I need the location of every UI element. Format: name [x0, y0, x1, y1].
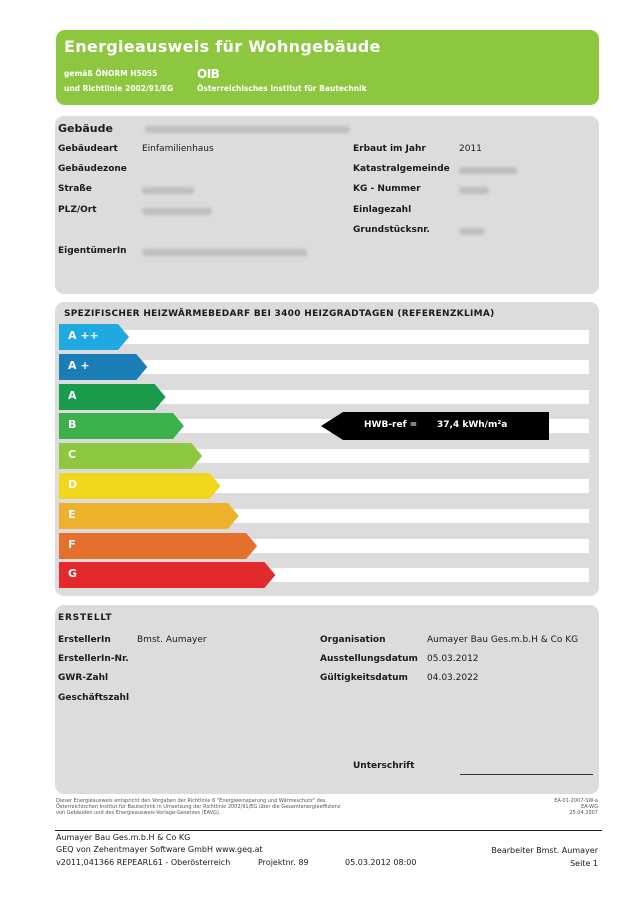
building-panel — [55, 116, 599, 294]
energy-class-arrow — [59, 473, 221, 499]
redacted-city — [142, 208, 212, 215]
disclaimer-line-1: Dieser Energieausweis entspricht den Vorgaben der Richtlinie 6 "Energieeinsparung und Wärmeschutz" des — [56, 798, 326, 804]
disclaimer-line-2: Österreichischen Institut für Bautechnik in Umsetzung der Richtlinie 2002/91/EG über die Gesamtenergieeffizienz — [56, 804, 341, 810]
field-value: 05.03.2012 — [427, 654, 479, 664]
footer-rule — [55, 830, 602, 831]
energy-class-label: D — [68, 478, 78, 491]
header-banner — [56, 30, 599, 105]
energy-class-bar — [59, 473, 221, 499]
energy-class-arrow — [59, 503, 239, 529]
form-codes — [554, 798, 598, 816]
field-label: Katastralgemeinde — [353, 164, 450, 174]
footer-page: Seite 1 — [570, 859, 598, 868]
field-label: PLZ/Ort — [58, 205, 97, 215]
field-label: EigentümerIn — [58, 246, 127, 256]
scale-title: SPEZIFISCHER HEIZWÄRMEBEDARF BEI 3400 HEIZGRADTAGEN (REFERENZKLIMA) — [64, 309, 495, 319]
redacted-building-name — [145, 126, 350, 133]
redacted-owner — [142, 249, 307, 256]
footer-company: Aumayer Bau Ges.m.b.H & Co KG — [56, 833, 191, 842]
footer-datetime: 05.03.2012 08:00 — [345, 858, 417, 867]
disclaimer-text — [56, 798, 340, 816]
field-value: Aumayer Bau Ges.m.b.H & Co KG — [427, 635, 579, 645]
energy-class-label: G — [68, 567, 78, 581]
field-value: Bmst. Aumayer — [137, 635, 207, 645]
energy-class-arrow — [59, 562, 275, 588]
institute-name: Österreichisches Institut für Bautechnik — [197, 84, 367, 93]
footer-version: v2011,041366 REPEARL61 - Oberösterreich — [56, 858, 231, 867]
energy-class-bar — [59, 503, 239, 529]
redacted-kg-number — [459, 187, 489, 194]
energy-class-bar — [59, 562, 275, 588]
signature-label: Unterschrift — [353, 761, 415, 771]
field-label: Gebäudeart — [58, 144, 118, 154]
field-label: Geschäftszahl — [58, 693, 130, 703]
field-label: Ausstellungsdatum — [320, 654, 418, 664]
footer-software: GEQ von Zehentmayer Software GmbH www.geq.at — [56, 845, 263, 854]
form-code-1: EA-01-2007-SW-a — [554, 798, 598, 804]
energy-scale-panel — [55, 302, 599, 596]
energy-class-bar — [59, 354, 147, 380]
hwb-label: HWB-ref = — [364, 420, 418, 431]
energy-class-bar — [59, 413, 184, 439]
energy-class-label: A — [68, 388, 77, 402]
field-label: Grundstücksnr. — [353, 225, 430, 235]
field-label: ErstellerIn — [58, 635, 111, 645]
energy-class-label: A + — [68, 358, 90, 372]
oib-logo: OIB — [197, 67, 220, 81]
field-label: ErstellerIn-Nr. — [58, 654, 129, 664]
field-label: Gültigkeitsdatum — [320, 673, 408, 683]
field-label: KG - Nummer — [353, 184, 421, 194]
form-code-2: EA-WG — [581, 804, 598, 810]
hwb-value: 37,4 kWh/m²a — [437, 420, 508, 431]
field-label: Organisation — [320, 635, 386, 645]
hwb-marker — [321, 412, 549, 440]
document-title: Energieausweis für Wohngebäude — [64, 37, 381, 56]
footer-project: Projektnr. 89 — [258, 858, 309, 867]
energy-class-arrow — [59, 413, 184, 439]
form-code-3: 25.04.2007 — [569, 810, 598, 816]
energy-class-label: F — [68, 537, 76, 551]
redacted-plot-number — [459, 228, 485, 235]
hwb-arrow-icon — [321, 412, 549, 440]
energy-class-bar — [59, 533, 257, 559]
field-label: Einlagezahl — [353, 205, 412, 215]
norm-line-2: und Richtlinie 2002/91/EG — [64, 84, 174, 93]
redacted-street — [142, 187, 194, 194]
field-value: 04.03.2022 — [427, 673, 479, 683]
field-value: 2011 — [459, 144, 482, 154]
energy-class-bar — [59, 324, 129, 350]
energy-class-label: E — [68, 507, 76, 521]
field-label: Gebäudezone — [58, 164, 127, 174]
energy-class-arrow — [59, 533, 257, 559]
energy-class-bar — [59, 443, 202, 469]
created-section-label: ERSTELLT — [58, 613, 113, 623]
building-section-label: Gebäude — [58, 122, 113, 135]
footer-editor: Bearbeiter Bmst. Aumayer — [491, 846, 598, 855]
redacted-katastral — [459, 167, 517, 174]
field-label: GWR-Zahl — [58, 673, 109, 683]
field-label: Straße — [58, 184, 92, 194]
energy-class-bar — [59, 384, 166, 410]
field-value: Einfamilienhaus — [142, 144, 214, 154]
disclaimer-line-3: von Gebäuden und des Energieausweis-Vorlage-Gesetzes (EAVG). — [56, 810, 221, 816]
created-panel — [55, 605, 599, 794]
energy-class-arrow — [59, 443, 202, 469]
energy-class-label: C — [68, 448, 77, 462]
energy-class-label: A ++ — [68, 329, 99, 342]
scale-row-background — [60, 330, 589, 344]
signature-line — [460, 774, 593, 775]
norm-line-1: gemäß ÖNORM H5055 — [64, 69, 158, 78]
field-label: Erbaut im Jahr — [353, 144, 426, 154]
energy-class-label: B — [68, 418, 77, 432]
